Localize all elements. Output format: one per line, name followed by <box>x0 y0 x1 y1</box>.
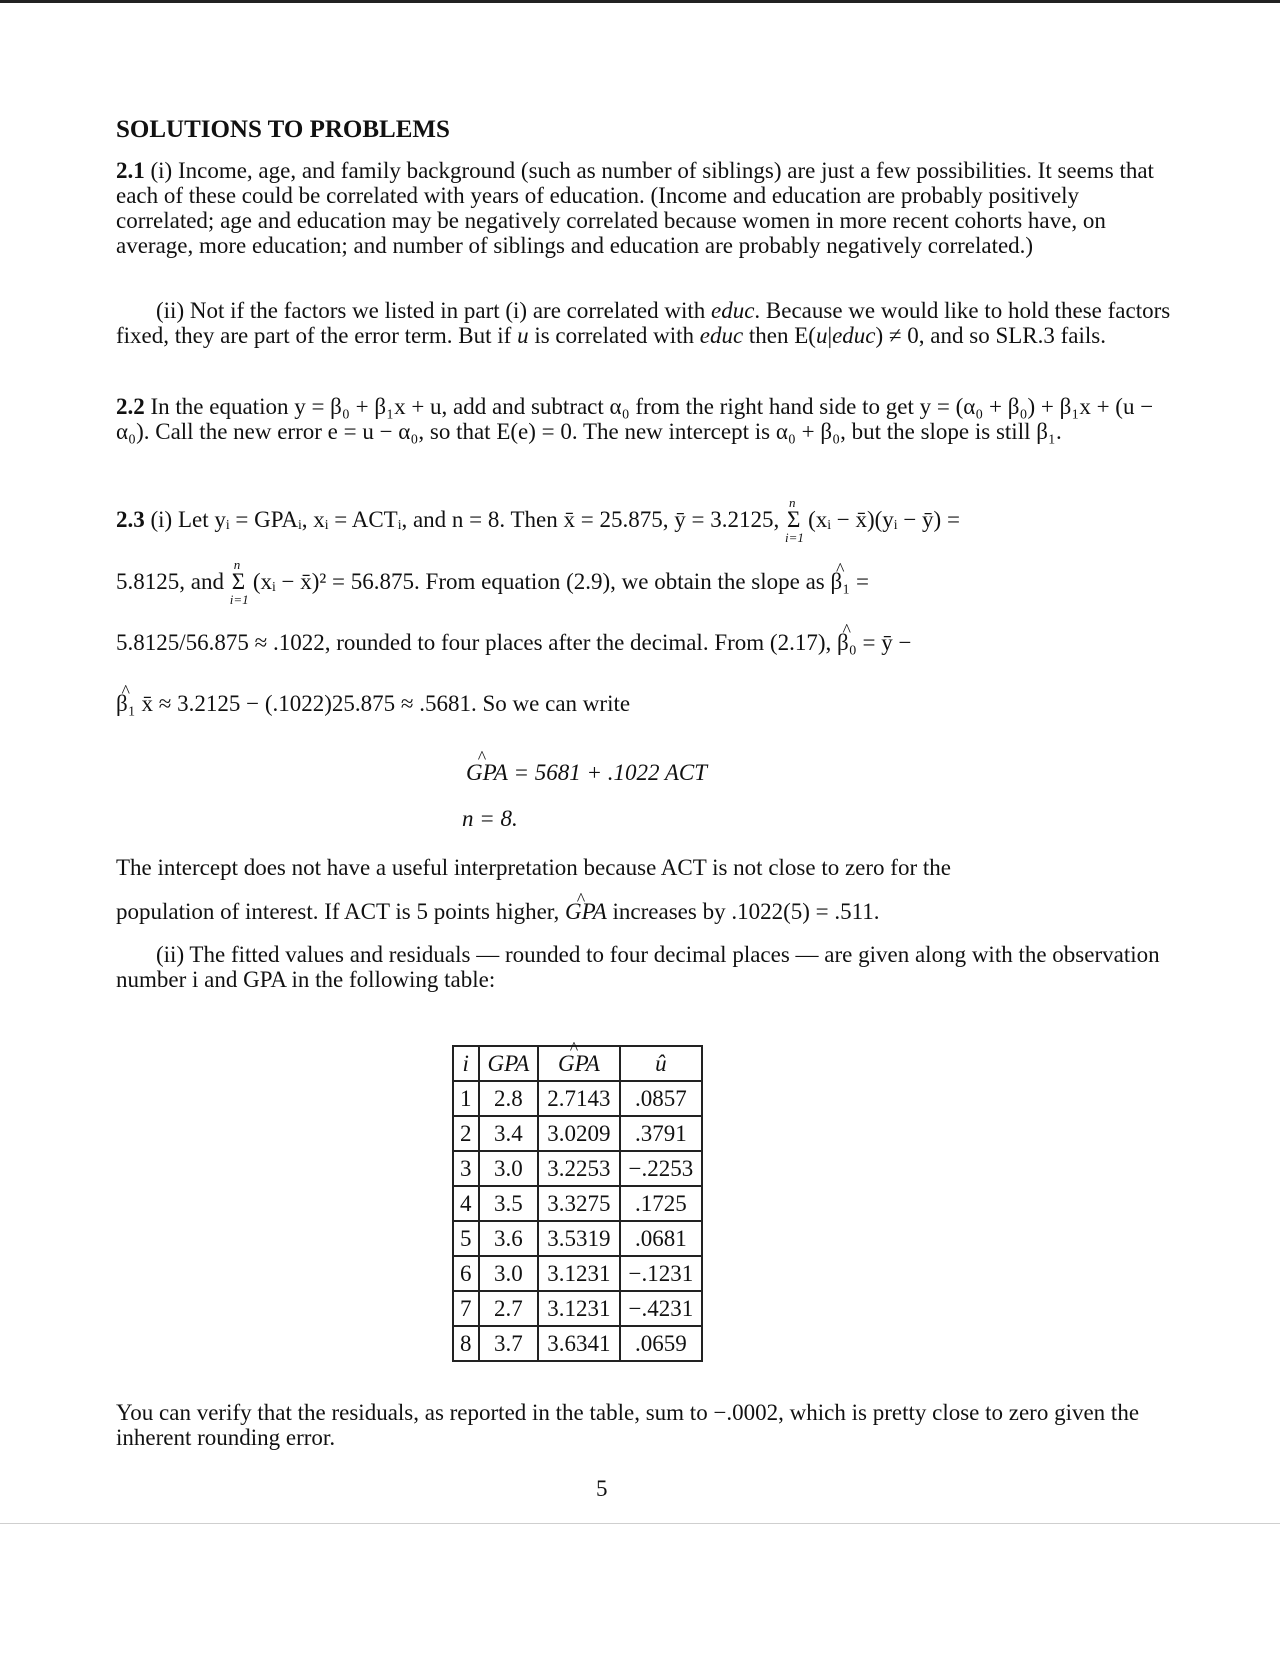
table-cell: 3.3275 <box>538 1186 619 1221</box>
gpa-hat: ^ GPA <box>466 760 508 786</box>
table-cell: .0857 <box>620 1081 703 1116</box>
beta1-hat: ^ β₁ <box>116 684 136 724</box>
problem-2-1-part-i <box>116 158 1176 258</box>
gpa-hat: ^ GPA <box>565 892 607 932</box>
col-header-i: i <box>453 1046 479 1081</box>
table-cell: −.2253 <box>620 1151 703 1186</box>
table-cell: 3.1231 <box>538 1291 619 1326</box>
table-cell: 1 <box>453 1081 479 1116</box>
table-cell: 3 <box>453 1151 479 1186</box>
col-header-gpa-hat: ^ GPA <box>538 1046 619 1081</box>
table-cell: 3.1231 <box>538 1256 619 1291</box>
table-cell: 3.6 <box>479 1221 539 1256</box>
problem-number: 2.2 <box>116 394 145 419</box>
page-number: 5 <box>596 1476 608 1501</box>
table-cell: 3.2253 <box>538 1151 619 1186</box>
table-cell: 7 <box>453 1291 479 1326</box>
problem-text: (i) Income, age, and family background (such as number of siblings) are just a few possibilities. It seems that each of these could be correlated with years of education. (Income and education are probably positively correlated; age and education may be negatively correlated because women in more recent cohorts have, on average, more education; and number of siblings and education are probably negatively correlated.) <box>116 158 1154 258</box>
table-header-row <box>453 1046 702 1081</box>
table-row <box>453 1186 702 1221</box>
table-cell: 3.7 <box>479 1326 539 1361</box>
slope-interpretation: population of interest. If ACT is 5 points higher, ^ GPA increases by .1022(5) = .511. <box>116 892 1176 932</box>
table-cell: .1725 <box>620 1186 703 1221</box>
problem-2-3-line-1: 2.3 (i) Let yᵢ = GPAᵢ, xᵢ = ACTᵢ, and n = 8. Then x̄ = 25.875, ȳ = 3.2125, n Σ i=1 (xᵢ − x̄)(yᵢ − ȳ) = <box>116 495 960 545</box>
problem-text: In the equation y = β₀ + β₁x + u, add and subtract α₀ from the right hand side to get y = (α₀ + β₀) + β₁x + (u − α₀). Call the new error e = u − α₀, so that E(e) = 0. The new intercept is α₀ + β₀, but the slope is still β₁. <box>116 394 1154 444</box>
conclusion: You can verify that the residuals, as reported in the table, sum to −.0002, which is pretty close to zero given the inherent rounding error. <box>116 1400 1140 1450</box>
table-row <box>453 1256 702 1291</box>
table-cell: −.4231 <box>620 1291 703 1326</box>
table-cell: 2.7 <box>479 1291 539 1326</box>
beta1-hat: ^ β₁ <box>831 562 851 602</box>
table-cell: 3.0209 <box>538 1116 619 1151</box>
table-cell: 3.0 <box>479 1256 539 1291</box>
table-cell: −.1231 <box>620 1256 703 1291</box>
page-title: SOLUTIONS TO PROBLEMS <box>116 116 450 143</box>
summation: n Σ i=1 <box>229 557 249 607</box>
col-header-residual: û <box>620 1046 703 1081</box>
table-cell: 3.6341 <box>538 1326 619 1361</box>
regression-equation: ^ GPA = 5681 + .1022 ACT <box>466 760 707 786</box>
table-cell: 2 <box>453 1116 479 1151</box>
table-row <box>453 1291 702 1326</box>
problem-2-3-line-3: 5.8125/56.875 ≈ .1022, rounded to four places after the decimal. From (2.17), ^ β₀ = ȳ − <box>116 623 1176 663</box>
intercept-interpretation: The intercept does not have a useful interpretation because ACT is not close to zero for the <box>116 855 951 880</box>
table-cell: .3791 <box>620 1116 703 1151</box>
table-row <box>453 1221 702 1256</box>
problem-2-3-line-2: 5.8125, and n Σ i=1 (xᵢ − x̄)² = 56.875. From equation (2.9), we obtain the slope as ^ β₁ = <box>116 562 1176 602</box>
table-cell: 3.0 <box>479 1151 539 1186</box>
table-row <box>453 1151 702 1186</box>
problem-2-3-part-ii: (ii) The fitted values and residuals — rounded to four decimal places — are given along with the observation number i and GPA in the following table: <box>116 942 1160 992</box>
table-cell: 3.5319 <box>538 1221 619 1256</box>
table-row <box>453 1326 702 1361</box>
col-header-gpa: GPA <box>479 1046 539 1081</box>
table-cell: 3.5 <box>479 1186 539 1221</box>
top-border <box>0 0 1280 3</box>
table-cell: 6 <box>453 1256 479 1291</box>
table-cell: .0659 <box>620 1326 703 1361</box>
table-cell: 5 <box>453 1221 479 1256</box>
beta0-hat: ^ β₀ <box>837 623 857 663</box>
problem-2-2 <box>116 394 1176 444</box>
table-cell: .0681 <box>620 1221 703 1256</box>
problem-number: 2.3 <box>116 507 145 532</box>
table-cell: 4 <box>453 1186 479 1221</box>
table-cell: 2.7143 <box>538 1081 619 1116</box>
problem-2-1-part-ii: (ii) Not if the factors we listed in part (i) are correlated with educ. Because we would like to hold these factors fixed, they are part of the error term. But if u is correlated with educ then E(u|educ) ≠ 0, and so SLR.3 fails. <box>116 298 1171 348</box>
table-cell: 2.8 <box>479 1081 539 1116</box>
table-row <box>453 1116 702 1151</box>
sample-size: n = 8. <box>462 806 518 831</box>
problem-number: 2.1 <box>116 158 145 183</box>
table-row <box>453 1081 702 1116</box>
bottom-border <box>0 1523 1280 1524</box>
table-cell: 8 <box>453 1326 479 1361</box>
table-cell: 3.4 <box>479 1116 539 1151</box>
summation: n Σ i=1 <box>784 495 804 545</box>
problem-2-3-line-4: ^ β₁ x̄ ≈ 3.2125 − (.1022)25.875 ≈ .5681. So we can write <box>116 684 1176 724</box>
residuals-table <box>452 1045 703 1362</box>
